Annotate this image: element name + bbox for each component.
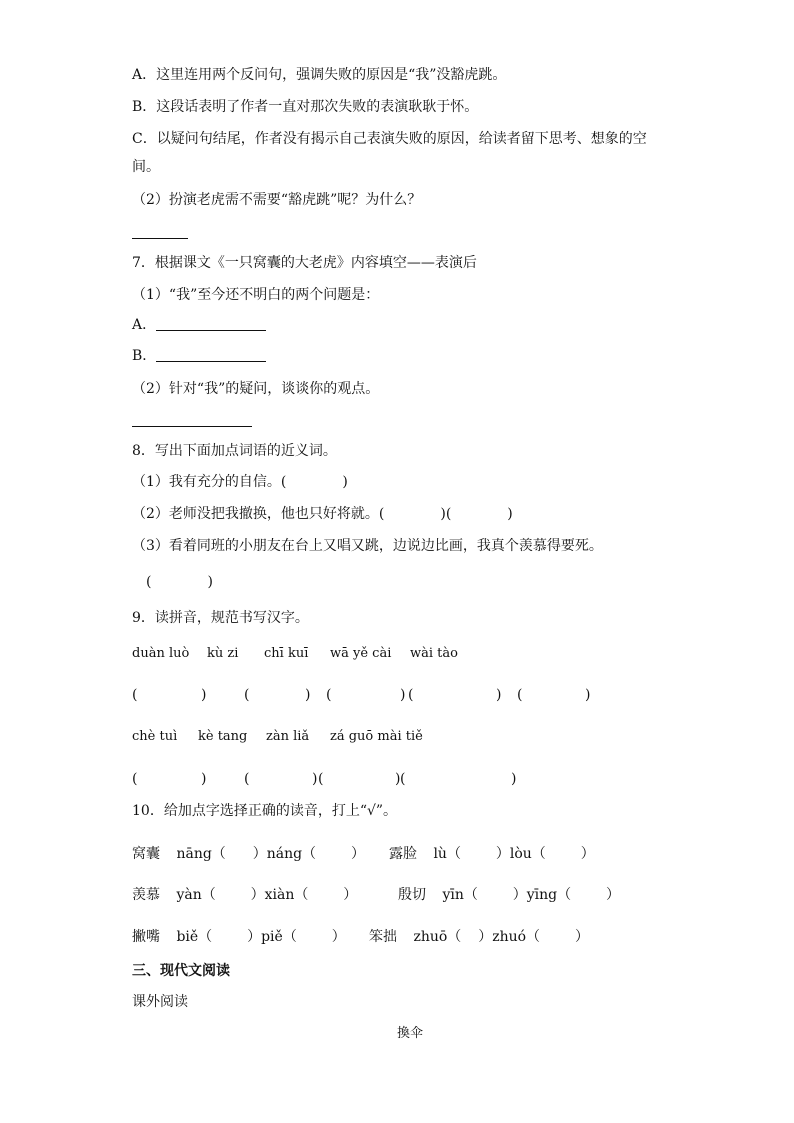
q9-row2-paren-3-close: ) [395, 771, 401, 787]
q9-row2-paren-3-open: ( [318, 771, 324, 787]
q9-row1-paren-4-close: ) [496, 687, 502, 703]
q6-option-a: A．这里连用两个反问句，强调失败的原因是“我”没豁虎跳。 [132, 67, 507, 83]
q10-item-2 [389, 843, 595, 863]
q10-word: 撇嘴 [132, 929, 160, 945]
q8-item-2: （2）老师没把我撤换，他也只好将就。( )( ) [132, 506, 513, 522]
section-heading: 三、现代文阅读 [132, 963, 230, 979]
q9-pinyin-2-2: kè tang [198, 729, 248, 744]
q9-pinyin-1-3: chī kuī [264, 646, 309, 661]
q8-item-3-blank[interactable]: ( ) [146, 574, 213, 590]
q6-option-b: B．这段话表明了作者一直对那次失败的表演耿耿于怀。 [132, 99, 479, 115]
q9-row1-paren-3-close: ) [400, 687, 406, 703]
q9-pinyin-1-2: kù zi [207, 646, 239, 661]
q9-row1-paren-1-open: ( [132, 687, 138, 703]
q7-sub-question-2: （2）针对“我”的疑问，谈谈你的观点。 [132, 381, 380, 397]
q6-option-c-line2: 间。 [132, 159, 160, 175]
q10-option-1[interactable]: yàn（ [176, 887, 216, 903]
q9-row2-paren-1-open: ( [132, 771, 138, 787]
q10-item-3 [132, 884, 357, 904]
q7-sub-question-1: （1）“我”至今还不明白的两个问题是： [132, 287, 380, 303]
q10-option-1[interactable]: nāng（ [176, 846, 226, 862]
q9-pinyin-2-3: zàn liǎ [266, 729, 310, 744]
q7-answer-b [132, 347, 266, 365]
q10-option-2[interactable]: ）xiàn（ [250, 887, 309, 903]
q9-title: 9．读拼音，规范书写汉字。 [132, 610, 309, 626]
q9-row1-paren-5-close: ) [585, 687, 591, 703]
q10-option-close: ） [331, 929, 346, 945]
q7-answer-a [132, 316, 266, 334]
q9-row1-paren-5-open: ( [517, 687, 523, 703]
q10-item-5 [132, 926, 346, 946]
q10-word: 笨拙 [369, 929, 397, 945]
q10-item-6 [369, 926, 589, 946]
q10-word: 殷切 [398, 887, 426, 903]
q6-answer-line[interactable] [132, 238, 188, 239]
q9-row2-paren-4-close: ) [511, 771, 517, 787]
q7-blank-b[interactable] [156, 347, 266, 362]
q10-option-close: ） [580, 846, 595, 862]
q10-item-4 [398, 884, 620, 904]
q7-title: 7．根据课文《一只窝囊的大老虎》内容填空——表演后 [132, 255, 477, 271]
q9-pinyin-1-4: wā yě cài [330, 646, 392, 661]
q9-row1-paren-2-open: ( [244, 687, 250, 703]
q10-option-close: ） [574, 929, 589, 945]
q10-option-1[interactable]: zhuō（ [413, 929, 462, 945]
q8-item-3: （3）看着同班的小朋友在台上又唱又跳，边说边比画，我真个羡慕得要死。 [132, 538, 603, 554]
q8-item-1: （1）我有充分的自信。( ) [132, 474, 348, 490]
q9-pinyin-2-1: chè tuì [132, 729, 178, 744]
q9-row1-paren-2-close: ) [305, 687, 311, 703]
q7-blank-a[interactable] [156, 316, 266, 331]
q10-option-2[interactable]: ）yīng（ [512, 887, 572, 903]
q8-title: 8．写出下面加点词语的近义词。 [132, 443, 337, 459]
q10-option-1[interactable]: biě（ [176, 929, 213, 945]
q9-row2-paren-4-open: ( [400, 771, 406, 787]
q10-option-close: ） [343, 887, 358, 903]
q10-option-1[interactable]: lù（ [433, 846, 461, 862]
q10-option-2[interactable]: ）lòu（ [495, 846, 546, 862]
q9-pinyin-1-1: duàn luò [132, 646, 190, 661]
q10-option-close: ） [350, 846, 365, 862]
q7-answer-line[interactable] [132, 426, 252, 427]
q9-row1-paren-4-open: ( [408, 687, 414, 703]
q10-option-2[interactable]: ）náng（ [252, 846, 317, 862]
q9-row2-paren-2-open: ( [244, 771, 250, 787]
q10-word: 露脸 [389, 846, 417, 862]
section-subheading: 课外阅读 [132, 994, 188, 1010]
q10-word: 窝囊 [132, 846, 160, 862]
q10-item-1 [132, 843, 365, 863]
q9-row2-paren-1-close: ) [201, 771, 207, 787]
q10-option-2[interactable]: ）piě（ [247, 929, 297, 945]
q10-option-2[interactable]: ）zhuó（ [478, 929, 541, 945]
q6-sub-question-2: （2）扮演老虎需不需要“豁虎跳”呢？为什么？ [132, 192, 422, 208]
q9-pinyin-1-5: wài tào [410, 646, 458, 661]
q6-option-c-line1: C．以疑问句结尾，作者没有揭示自己表演失败的原因，给读者留下思考、想象的空 [132, 131, 647, 147]
q9-row2-paren-2-close: ) [312, 771, 318, 787]
q10-option-close: ） [606, 887, 621, 903]
q9-row1-paren-3-open: ( [326, 687, 332, 703]
q10-word: 羡慕 [132, 887, 160, 903]
q7-label-a: A． [132, 317, 157, 333]
passage-title: 換伞 [397, 1026, 424, 1041]
q10-option-1[interactable]: yīn（ [442, 887, 478, 903]
q9-row1-paren-1-close: ) [201, 687, 207, 703]
q7-label-b: B． [132, 348, 157, 364]
q9-pinyin-2-4: zá guō mài tiě [330, 729, 423, 744]
q10-title: 10．给加点字选择正确的读音，打上“√”。 [132, 803, 398, 819]
